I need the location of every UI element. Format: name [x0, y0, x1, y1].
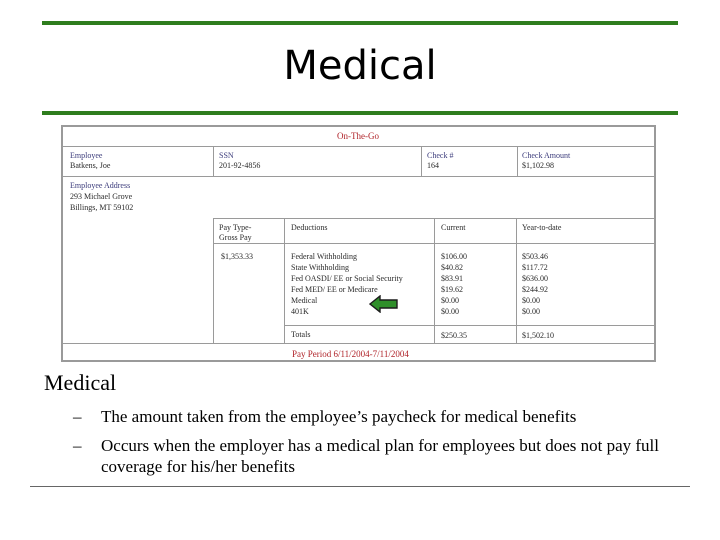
deduction-ytd: $0.00 — [522, 307, 540, 316]
stub-line — [213, 146, 214, 176]
deduction-current: $83.91 — [441, 274, 463, 283]
section-heading: Medical — [44, 370, 117, 395]
deduction-current: $0.00 — [441, 296, 459, 305]
deduction-current: $19.62 — [441, 285, 463, 294]
deduction-name: Federal Withholding — [291, 252, 357, 261]
address-line2: Billings, MT 59102 — [70, 203, 134, 212]
deduction-current: $0.00 — [441, 307, 459, 316]
deduction-ytd: $0.00 — [522, 296, 540, 305]
deduction-ytd: $244.92 — [522, 285, 548, 294]
deduction-ytd: $636.00 — [522, 274, 548, 283]
slide-title: Medical — [283, 43, 437, 89]
totals-label: Totals — [291, 330, 311, 339]
gross-pay-label: Gross Pay — [219, 233, 252, 242]
pay-stub — [61, 125, 656, 362]
deductions-header: Deductions — [291, 223, 328, 232]
ssn-value: 201-92-4856 — [219, 161, 261, 170]
gross-pay-value: $1,353.33 — [221, 252, 253, 261]
stub-line — [63, 176, 654, 177]
ssn-label: SSN — [219, 151, 234, 160]
top-rule — [42, 21, 678, 25]
deduction-current: $106.00 — [441, 252, 467, 261]
totals-current: $250.35 — [441, 331, 467, 340]
deduction-name: Medical — [291, 296, 318, 305]
deduction-current: $40.82 — [441, 263, 463, 272]
check-number-label: Check # — [427, 151, 454, 160]
deduction-ytd: $117.72 — [522, 263, 548, 272]
stub-line — [213, 218, 214, 343]
current-header: Current — [441, 223, 466, 232]
stub-line — [284, 218, 285, 343]
check-amount-label: Check Amount — [522, 151, 571, 160]
deduction-name: Fed OASDI/ EE or Social Security — [291, 274, 403, 283]
deduction-name: State Withholding — [291, 263, 349, 272]
bullet-text: Occurs when the employer has a medical plan for employees but does not pay full coverage for his/her benefits — [101, 436, 659, 476]
stub-line — [434, 218, 435, 343]
address-line1: 293 Michael Grove — [70, 192, 133, 201]
deduction-ytd: $503.46 — [522, 252, 548, 261]
deduction-name: Fed MED/ EE or Medicare — [291, 285, 378, 294]
bullet-text: The amount taken from the employee’s paycheck for medical benefits — [101, 407, 577, 426]
ytd-header: Year-to-date — [522, 223, 562, 232]
stub-line — [421, 146, 422, 176]
check-amount-value: $1,102.98 — [522, 161, 554, 170]
title-underline — [42, 111, 678, 115]
footer-rule — [30, 486, 690, 487]
stub-line — [517, 146, 518, 176]
deduction-name: 401K — [291, 307, 309, 316]
check-number-value: 164 — [427, 161, 439, 170]
bullet-dash: – — [73, 436, 82, 455]
bullet-dash: – — [73, 407, 82, 426]
totals-ytd: $1,502.10 — [522, 331, 554, 340]
stub-line — [63, 146, 654, 147]
stub-line — [284, 325, 654, 326]
stub-line — [63, 343, 654, 344]
address-label: Employee Address — [70, 181, 131, 190]
pay-type-label: Pay Type- — [219, 223, 252, 232]
employee-label: Employee — [70, 151, 103, 160]
left-arrow-icon — [369, 295, 399, 313]
stub-line — [516, 218, 517, 343]
company-name: On-The-Go — [337, 131, 379, 141]
pay-period: Pay Period 6/11/2004-7/11/2004 — [292, 349, 409, 359]
employee-name: Batkens, Joe — [70, 161, 111, 170]
